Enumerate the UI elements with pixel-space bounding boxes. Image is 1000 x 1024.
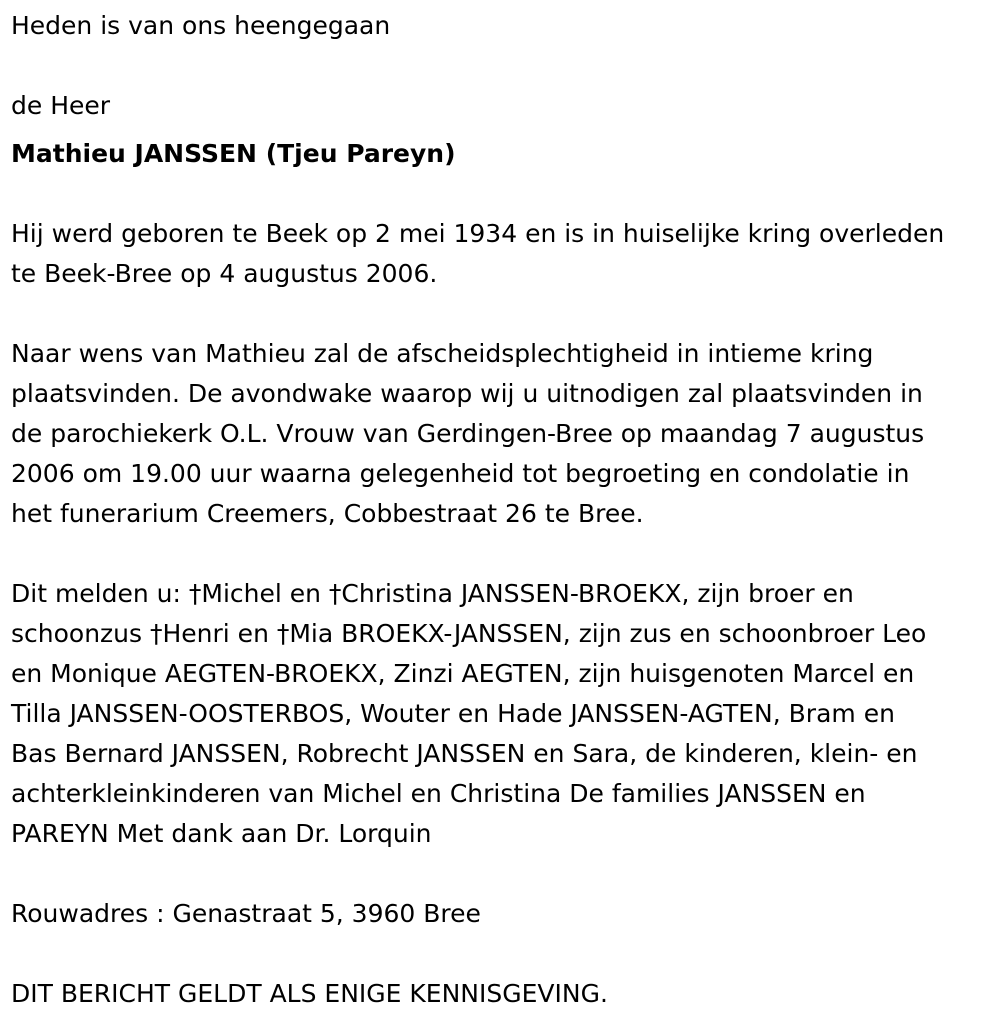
- closing-text: DIT BERICHT GELDT ALS ENIGE KENNISGEVING.: [11, 979, 608, 1008]
- address-text: Rouwadres : Genastraat 5, 3960 Bree: [11, 899, 481, 928]
- paragraph-line: PAREYN Met dank aan Dr. Lorquin: [11, 819, 432, 848]
- salutation-text: de Heer: [11, 91, 111, 120]
- deceased-name: Mathieu JANSSEN (Tjeu Pareyn): [11, 139, 456, 168]
- paragraph-line: het funerarium Creemers, Cobbestraat 26 te Bree.: [11, 499, 644, 528]
- paragraph-line: Hij werd geboren te Beek op 2 mei 1934 en is in huiselijke kring overleden: [11, 219, 945, 248]
- intro-text: Heden is van ons heengegaan: [11, 11, 391, 40]
- paragraph-line: schoonzus †Henri en †Mia BROEKX-JANSSEN, zijn zus en schoonbroer Leo: [11, 619, 927, 648]
- paragraph-line: achterkleinkinderen van Michel en Christina De families JANSSEN en: [11, 779, 866, 808]
- paragraph-line: Bas Bernard JANSSEN, Robrecht JANSSEN en Sara, de kinderen, klein- en: [11, 739, 918, 768]
- paragraph-line: Dit melden u: †Michel en †Christina JANSSEN-BROEKX, zijn broer en: [11, 579, 854, 608]
- paragraph-line: te Beek-Bree op 4 augustus 2006.: [11, 259, 438, 288]
- paragraph-line: de parochiekerk O.L. Vrouw van Gerdingen-Bree op maandag 7 augustus: [11, 419, 925, 448]
- paragraph-line: Tilla JANSSEN-OOSTERBOS, Wouter en Hade JANSSEN-AGTEN, Bram en: [11, 699, 895, 728]
- paragraph-line: Naar wens van Mathieu zal de afscheidsplechtigheid in intieme kring: [11, 339, 874, 368]
- paragraph-line: plaatsvinden. De avondwake waarop wij u uitnodigen zal plaatsvinden in: [11, 379, 923, 408]
- paragraph-line: en Monique AEGTEN-BROEKX, Zinzi AEGTEN, zijn huisgenoten Marcel en: [11, 659, 915, 688]
- paragraph-line: 2006 om 19.00 uur waarna gelegenheid tot begroeting en condolatie in: [11, 459, 910, 488]
